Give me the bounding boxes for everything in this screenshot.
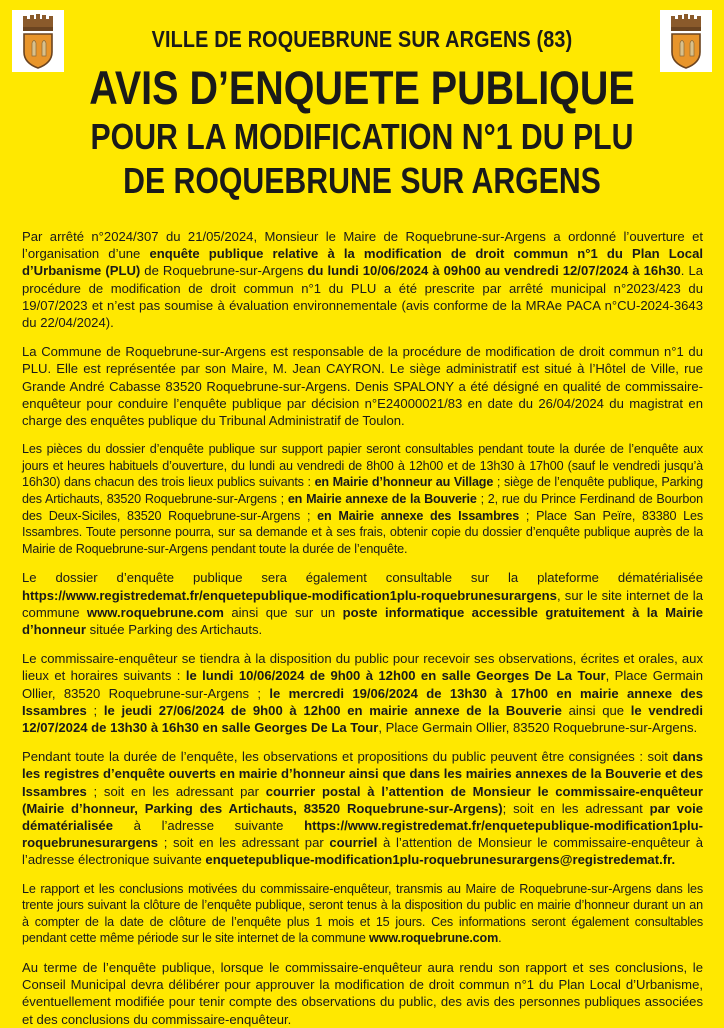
title-line-2: POUR LA MODIFICATION N°1 DU PLU	[90, 115, 634, 157]
text-run: Le commissaire-enquêteur se tiendra à la disposition du public pour recevoir ses observations, écrites et orales, aux lieux et horaires suivants :	[22, 651, 703, 684]
paragraph-council-deliberation	[22, 959, 703, 1028]
paragraph-how-to-submit	[22, 748, 703, 868]
paragraph-online-access	[22, 569, 703, 638]
text-run: Par arrêté n°2024/307 du 21/05/2024, Monsieur le Maire de Roquebrune-sur-Argens a ordonné l’ouverture et l’organisation d’une	[22, 229, 703, 262]
poster-header	[0, 0, 724, 212]
text-run: à l’attention de Monsieur le commissaire-enquêteur à l’adresse électronique suivante	[22, 835, 703, 868]
text-run: ; Place San Peïre, 83380 Les Issambres. Toute personne pourra, sur sa demande et à ses frais, obtenir copie du dossier d’enquête publique auprès de la Mairie de Roquebrune-sur-Argens pendant toute la durée de l’enquête.	[22, 508, 703, 556]
text-run-bold: poste informatique accessible gratuitement à la Mairie d’honneur	[22, 604, 703, 637]
text-run: ; siège de l’enquête publique, Parking des Artichauts, 83520 Roquebrune-sur-Argens ;	[22, 475, 704, 507]
text-run-bold: courriel	[329, 835, 378, 851]
text-run: ainsi que	[561, 702, 631, 718]
paragraph-report-availability	[22, 881, 703, 947]
postal-address: courrier postal à l’attention de Monsieur le commissaire-enquêteur (Mairie d’honneur, Parking des Artichauts, 83520 Roquebrune-sur-Argens)	[22, 783, 703, 816]
text-run-bold: du lundi 10/06/2024 à 09h00 au vendredi 12/07/2024 à 16h30	[307, 263, 681, 279]
text-run: Le rapport et les conclusions motivées du commissaire-enquêteur, transmis au Maire de Roquebrune-sur-Argens dans les trente jours suivant la clôture de l’enquête publique, seront tenus à la disposition du public en mairie d’honneur durant un an à compter de la date de clôture de l’enquête plus 1 mois et 15 jours. Ces informations seront également consultables pendant cette même période sur le site internet de la commune	[22, 881, 703, 946]
text-run: Au terme de l’enquête publique, lorsque le commissaire-enquêteur aura rendu son rapport et ses conclusions, le Conseil Municipal devra délibérer pour approuver la modification de droit commun n°1 du Plan Local d’Urbanisme, éventuellement modifiée pour tenir compte des observations du public, des avis des personnes publiques associées et des conclusions du commissaire-enquêteur.	[22, 960, 703, 1027]
text-run-bold: en Mairie d’honneur au Village	[314, 475, 494, 490]
text-run: , Place Germain Ollier, 83520 Roquebrune-sur-Argens ;	[22, 668, 704, 701]
title-line-3: DE ROQUEBRUNE SUR ARGENS	[123, 159, 601, 201]
paragraph-responsible-authority	[22, 343, 703, 429]
platform-url: https://www.registredemat.fr/enquetepublique-modification1plu-roquebrunesurargens	[22, 587, 557, 603]
session-3: le jeudi 27/06/2024 de 9h00 à 12h00 en mairie annexe de la Bouverie	[103, 702, 562, 718]
platform-url: https://www.registredemat.fr/enquetepublique-modification1plu-roquebrunesurargens	[22, 818, 703, 851]
city-name-heading: VILLE DE ROQUEBRUNE SUR ARGENS (83)	[151, 26, 573, 52]
text-run: La Commune de Roquebrune-sur-Argens est responsable de la procédure de modification de droit commun n°1 du PLU. Elle est représentée par son Maire, M. Jean CAYRON. Le siège administratif est situé à l’Hôtel de Ville, rue Grande André Cabasse 83520 Roquebrune-sur-Argens. Denis SPALONY a été désigné en qualité de commissaire-enquêteur pour conduire l’enquête publique par décision n°E24000021/83 en date du 26/04/2024 du magistrat en charge des enquêtes publique du Tribunal Administratif de Toulon.	[22, 344, 703, 429]
text-run: ; soit en les adressant par	[86, 783, 266, 799]
notice-body	[22, 228, 703, 1028]
commune-website: www.roquebrune.com	[369, 931, 499, 946]
email-address: enquetepublique-modification1plu-roquebrunesurargens@registredemat.fr.	[205, 852, 676, 868]
text-run: Le dossier d’enquête publique sera également consultable sur la plateforme dématérialisée	[22, 570, 703, 586]
poster-title	[0, 61, 724, 201]
text-run: située Parking des Artichauts.	[86, 622, 263, 637]
text-run-bold: par voie dématérialisée	[22, 800, 704, 834]
text-run: ; soit en les adressant	[502, 800, 650, 816]
session-2: le mercredi 19/06/2024 de 13h30 à 17h00 en mairie annexe des Issambres	[22, 685, 703, 718]
text-run-bold: en Mairie annexe de la Bouverie	[287, 492, 477, 507]
commune-website: www.roquebrune.com	[86, 604, 224, 620]
paragraph-dossier-locations	[22, 441, 703, 557]
text-run: , Place Germain Ollier, 83520 Roquebrune-sur-Argens.	[378, 720, 698, 736]
text-run: .	[498, 931, 502, 946]
paragraph-decree	[22, 228, 703, 331]
text-run-bold: en Mairie annexe des Issambres	[317, 508, 520, 523]
session-1: le lundi 10/06/2024 de 9h00 à 12h00 en salle Georges De La Tour	[185, 668, 606, 684]
text-run: de Roquebrune-sur-Argens	[140, 263, 308, 279]
text-run: ; soit en les adressant par	[158, 835, 330, 851]
text-run: Les pièces du dossier d’enquête publique sur support papier seront consultables pendant toute la durée de l’enquête aux jours et heures habituels d’ouverture, du lundi au vendredi de 8h00 à 12h00 et de 13h30 à 17h00 (sauf le vendredi jusqu’à 16h30) dans chacun des trois lieux publics suivants :	[22, 442, 703, 490]
text-run-bold: enquête publique relative à la modification de droit commun n°1 du Plan Local d’Urbanisme (PLU)	[22, 246, 703, 279]
paragraph-commissioner-schedule	[22, 650, 703, 736]
session-4: le vendredi 12/07/2024 de 13h30 à 16h30 en salle Georges De La Tour	[22, 702, 703, 736]
text-run: . La procédure de modification de droit commun n°1 du PLU a été prescrite par arrêté municipal n°2023/423 du 19/07/2023 et n’est pas soumise à évaluation environnementale (avis conforme de la MRAe PACA n°CU-2024-3643 du 22/04/2024).	[22, 263, 704, 331]
text-run-bold: dans les registres d’enquête ouverts en mairie d’honneur ainsi que dans les mairies annexes de la Bouverie et des Issambres	[22, 749, 703, 799]
text-run: ainsi que sur un	[223, 604, 343, 620]
text-run: , sur le site internet de la commune	[22, 587, 703, 620]
text-run: ;	[86, 702, 104, 718]
text-run: Pendant toute la durée de l’enquête, les observations et propositions du public peuvent être consignées : soit	[22, 749, 673, 765]
title-line-1: AVIS D’ENQUETE PUBLIQUE	[89, 61, 635, 114]
text-run: à l’adresse suivante	[113, 818, 305, 834]
text-run: ; 2, rue du Prince Ferdinand de Bourbon des Deux-Siciles, 83520 Roquebrune-sur-Argens ;	[22, 492, 703, 523]
